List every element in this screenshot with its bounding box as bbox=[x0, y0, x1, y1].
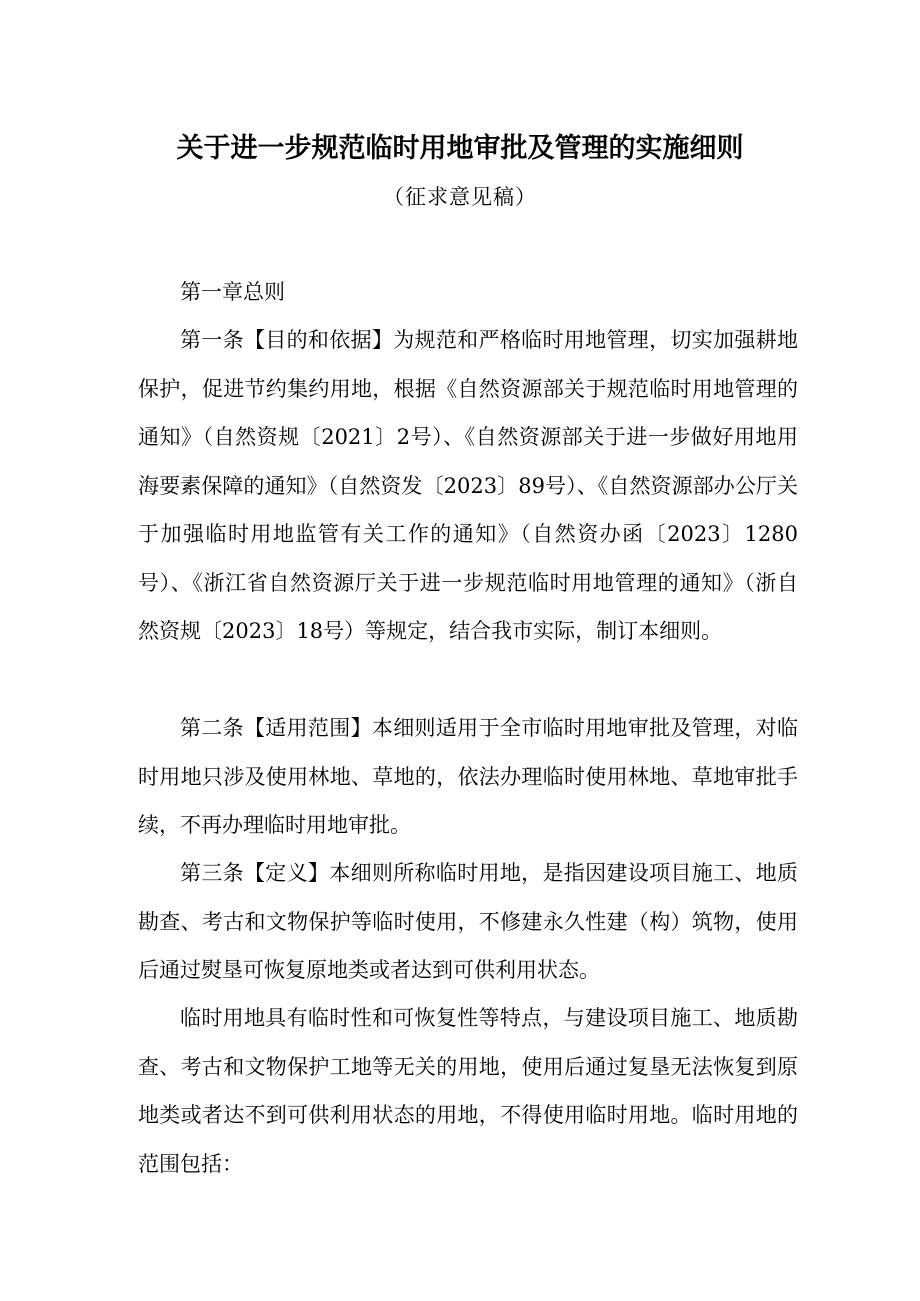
document-title: 关于进一步规范临时用地审批及管理的实施细则 bbox=[176, 133, 744, 164]
article-1-paragraph: 第一条【目的和依据】为规范和严格临时用地管理，切实加强耕地保护，促进节约集约用地，根据《自然资源部关于规范临时用地管理的通知》（自然资规〔2021〕2号）、《自然资源部关于进一步做好用地用海要素保障的通知》（自然资发〔2023〕89号）、《自然资源部办公厅关于加强临时用地监管有关工作的通知》（自然资办函〔2023〕1280号）、《浙江省自然资源厅关于进一步规范临时用地管理的通知》（浙自然资规〔2023〕18号）等规定，结合我市实际，制订本细则。 bbox=[138, 328, 798, 643]
chapter-heading: 第一章总则 bbox=[180, 280, 285, 304]
article-2-paragraph: 第二条【适用范围】本细则适用于全市临时用地审批及管理，对临时用地只涉及使用林地、草地的，依法办理临时使用林地、草地审批手续，不再办理临时用地审批。 bbox=[138, 716, 798, 837]
article-3-paragraph: 第三条【定义】本细则所称临时用地，是指因建设项目施工、地质勘查、考古和文物保护等临时使用，不修建永久性建（构）筑物，使用后通过熨垦可恢复原地类或者达到可供利用状态。 bbox=[138, 861, 798, 982]
document-subtitle: （征求意见稿） bbox=[383, 185, 537, 209]
temporary-land-scope-paragraph: 临时用地具有临时性和可恢复性等特点，与建设项目施工、地质勘查、考古和文物保护工地等无关的用地，使用后通过复垦无法恢复到原地类或者达不到可供利用状态的用地，不得使用临时用地。临时用地的范围包括： bbox=[138, 1006, 798, 1176]
